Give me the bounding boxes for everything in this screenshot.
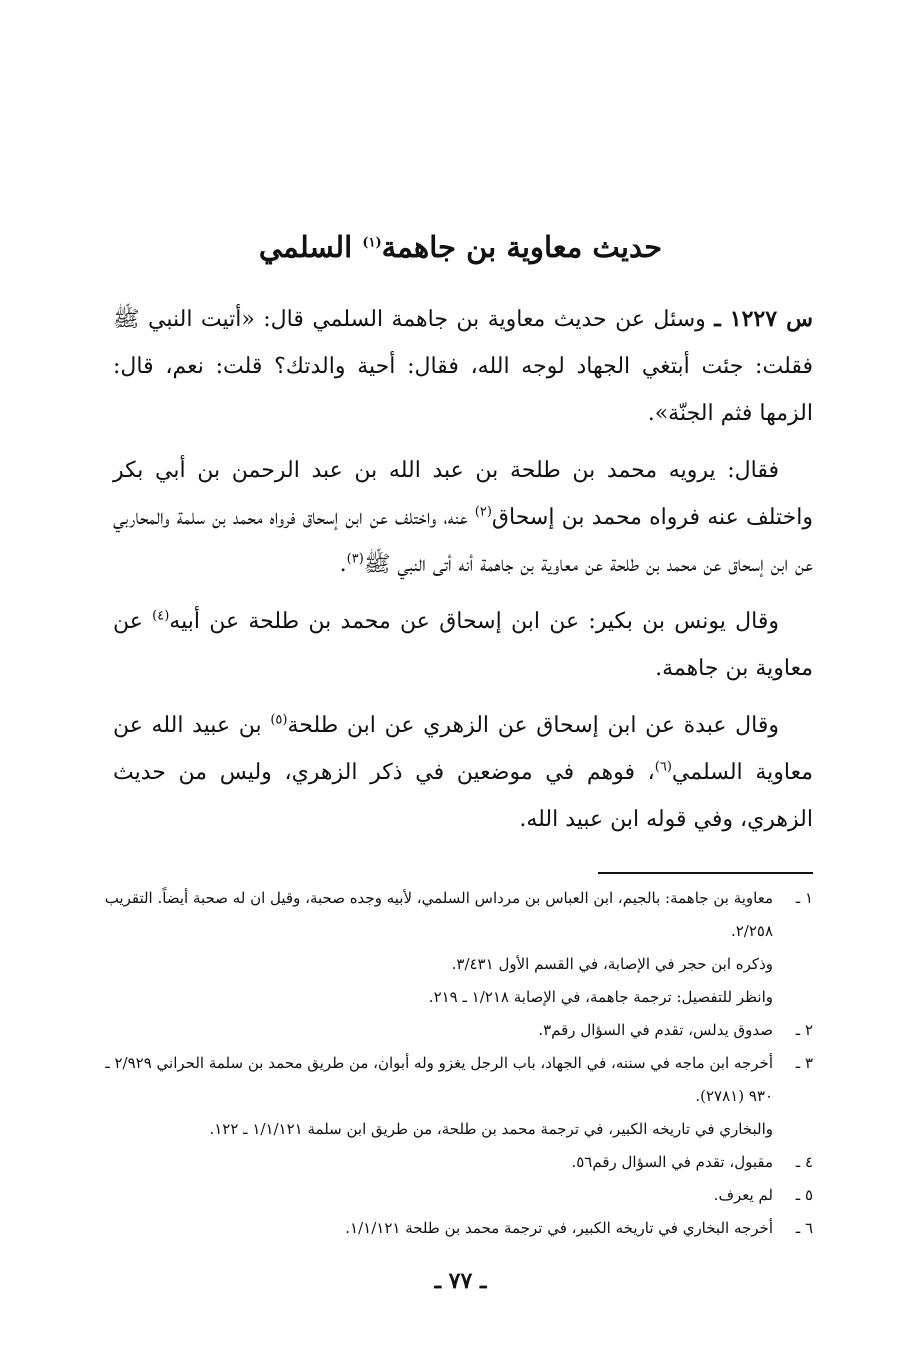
footnote-continuation — [103, 981, 813, 1014]
page-number: ـ ٧٧ ـ — [434, 1268, 487, 1294]
answer-text-a: فقال: يرويه محمد بن طلحة بن عبد الله بن عبد الرحمن بن أبي بكر واختلف عنه فرواه محمد بن إسحاق — [113, 458, 813, 530]
footnote-text: أخرجه البخاري في تاريخه الكبير، في ترجمة محمد بن طلحة ١/١/١٢١. — [345, 1219, 773, 1237]
footnote-number: ٣ ـ — [795, 1054, 813, 1072]
answer-text-b: عنه، واختلف عن ابن إسحاق فرواه محمد بن سلمة والمحاربي عن ابن إسحاق عن محمد بن طلحة عن معاوية بن جاهمة أنه أتى النبي ﷺ — [113, 505, 813, 577]
footnote-number: ٤ ـ — [795, 1153, 813, 1171]
abda-paragraph — [113, 702, 813, 843]
footnote-continuation — [103, 1113, 813, 1146]
footnote-item — [103, 882, 813, 948]
answer-paragraph — [113, 447, 813, 588]
footnote-item — [103, 1179, 813, 1212]
abda-text-b: بن عبيد الله عن معاوية السلمي — [113, 713, 813, 785]
footnote-number: ٢ ـ — [795, 1021, 813, 1039]
yunus-text-b: عن معاوية بن جاهمة. — [113, 609, 813, 681]
footnote-continuation — [103, 948, 813, 981]
footnote-ref-4: (٤) — [152, 608, 170, 624]
chapter-title-text: حديث معاوية بن جاهمة — [381, 230, 663, 264]
footnote-ref-3: (٣) — [346, 551, 364, 567]
abda-text-c: ، فوهم في موضعين في ذكر الزهري، وليس من حديث الزهري، وفي قوله ابن عبيد الله. — [113, 760, 813, 832]
footnote-text: مقبول، تقدم في السؤال رقم٥٦. — [571, 1153, 773, 1171]
footnote-number: ١ ـ — [795, 889, 813, 907]
question-text: وسئل عن حديث معاوية بن جاهمة السلمي قال: «أتيت النبي ﷺ فقلت: جئت أبتغي الجهاد لوجه الله، فقال: أحية والدتك؟ قلت: نعم، قال: الزمها فثم الجنّة». — [113, 307, 813, 426]
question-paragraph — [113, 296, 813, 437]
footnote-number: ٥ ـ — [795, 1186, 813, 1204]
footnote-item — [103, 1146, 813, 1179]
footnote-ref-5: (٥) — [270, 712, 288, 728]
footnote-text: وذكره ابن حجر في الإصابة، في القسم الأول ٣/٤٣١. — [451, 955, 773, 973]
footnote-text: صدوق يدلس، تقدم في السؤال رقم٣. — [538, 1021, 773, 1039]
question-label: س ١٢٢٧ ـ — [714, 306, 814, 332]
yunus-paragraph — [113, 598, 813, 692]
chapter-title-end: السلمي — [258, 230, 353, 264]
footnote-text: أخرجه ابن ماجه في سننه، في الجهاد، باب الرجل يغزو وله أبوان، من طريق محمد بن سلمة الحراني ٢/٩٢٩ ـ ٩٣٠ (٢٧٨١). — [105, 1054, 773, 1105]
footnotes-section — [103, 882, 813, 1245]
answer-text-c: . — [339, 552, 347, 577]
footnote-text: وانظر للتفصيل: ترجمة جاهمة، في الإصابة ١/٢١٨ ـ ٢١٩. — [428, 988, 773, 1006]
footnote-ref-2: (٢) — [474, 504, 492, 520]
footnote-text: معاوية بن جاهمة: بالجيم، ابن العباس بن مرداس السلمي، لأبيه وجده صحبة، وقيل ان له صحبة أيضاً. التقريب ٢/٢٥٨. — [104, 889, 773, 940]
footnote-separator — [598, 872, 813, 874]
footnote-number: ٦ ـ — [795, 1219, 813, 1237]
footnote-item — [103, 1014, 813, 1047]
footnote-item — [103, 1212, 813, 1245]
footnote-text: لم يعرف. — [713, 1186, 773, 1204]
footnote-item — [103, 1047, 813, 1113]
yunus-text-a: وقال يونس بن بكير: عن ابن إسحاق عن محمد بن طلحة عن أبيه — [169, 609, 779, 634]
title-footnote-ref: (١) — [362, 235, 382, 251]
chapter-title — [0, 222, 921, 272]
main-text — [113, 296, 813, 853]
footnote-ref-6: (٦) — [654, 759, 672, 775]
abda-text-a: وقال عبدة عن ابن إسحاق عن الزهري عن ابن طلحة — [287, 713, 780, 738]
footnote-text: والبخاري في تاريخه الكبير، في ترجمة محمد بن طلحة، من طريق ابن سلمة ١/١/١٢١ ـ ١٢٢. — [209, 1120, 773, 1138]
